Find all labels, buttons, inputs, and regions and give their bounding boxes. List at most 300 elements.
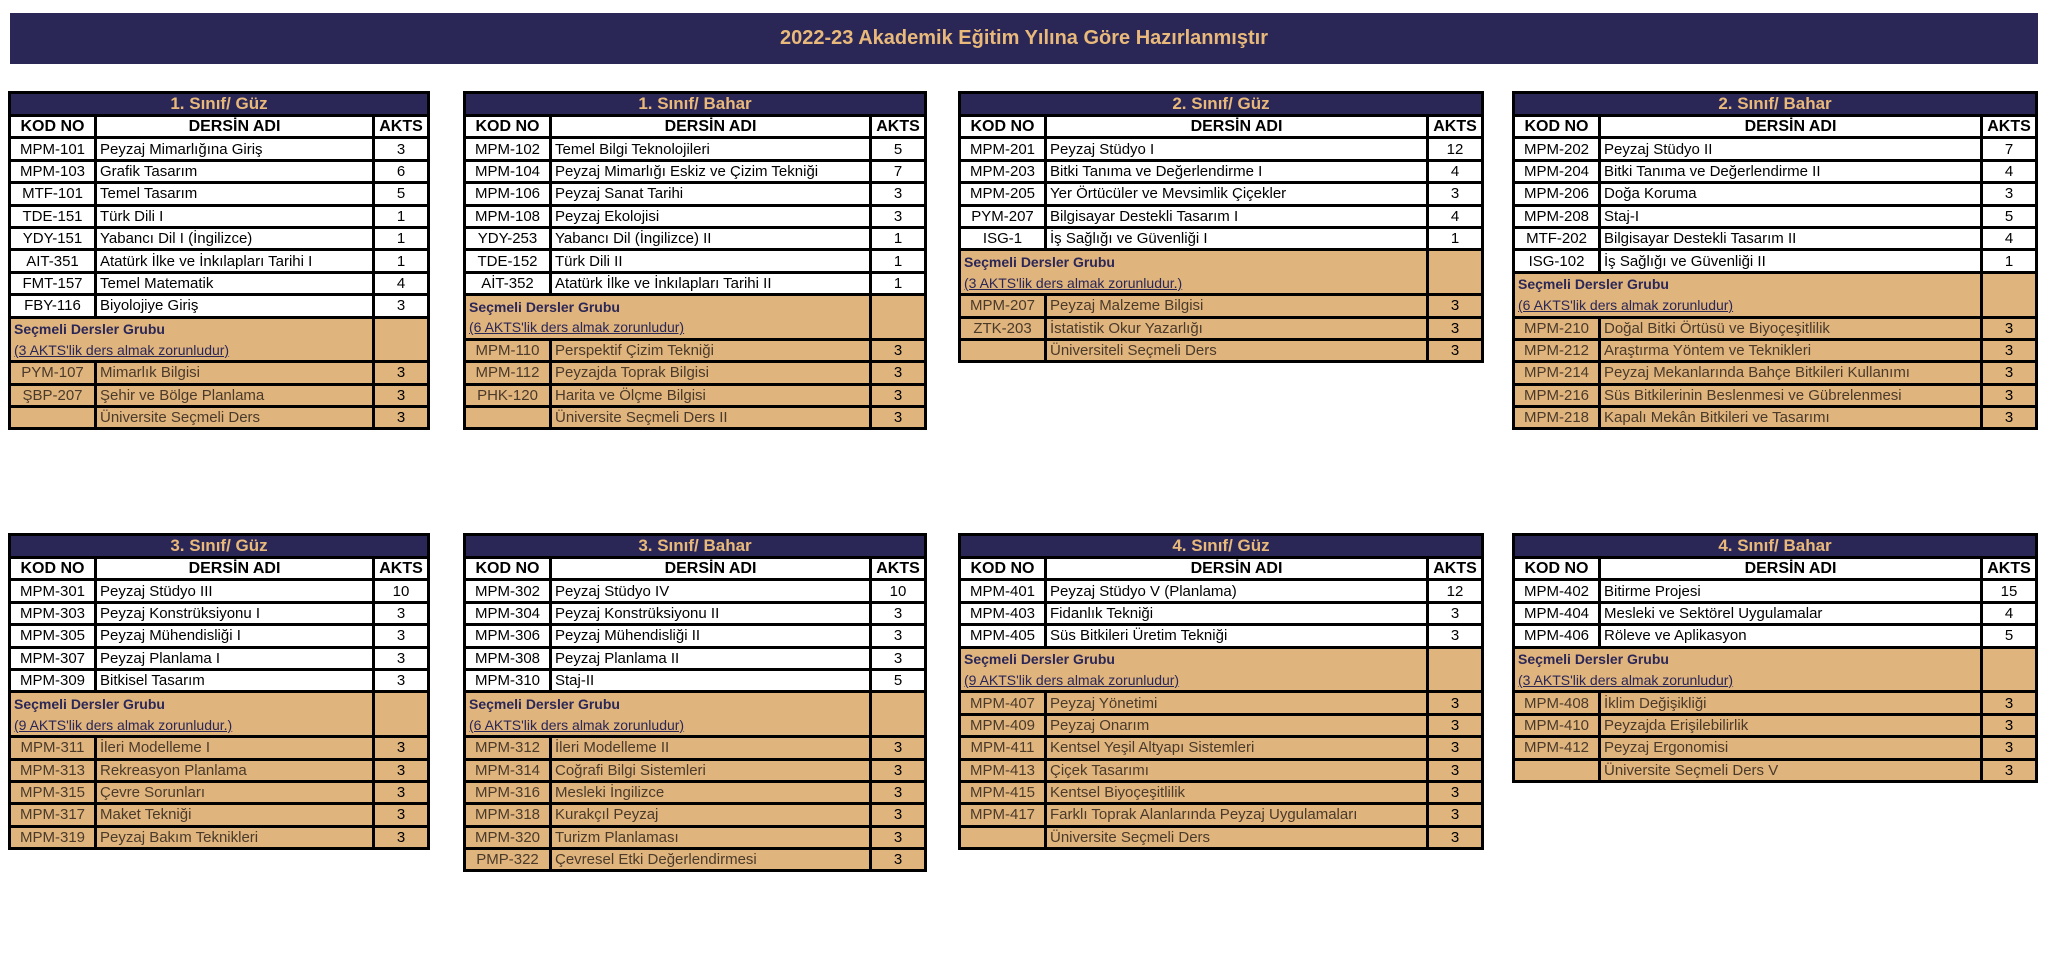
course-akts: 3 xyxy=(1982,183,2037,205)
course-code: MPM-108 xyxy=(465,205,551,227)
header-akts: AKTS xyxy=(374,116,429,138)
course-name: Doğal Bitki Örtüsü ve Biyoçeşitlilik xyxy=(1600,317,1982,339)
elective-note-row xyxy=(960,272,1483,294)
course-akts: 3 xyxy=(1428,692,1483,714)
course-name: Üniversite Seçmeli Ders xyxy=(96,407,374,429)
course-code: MPM-311 xyxy=(10,737,96,759)
course-name: Bitki Tanıma ve Değerlendirme I xyxy=(1046,160,1428,182)
header-code: KOD NO xyxy=(10,558,96,580)
course-code: MPM-411 xyxy=(960,737,1046,759)
course-code: MPM-407 xyxy=(960,692,1046,714)
course-code: PMP-322 xyxy=(465,849,551,871)
course-name: Temel Tasarım xyxy=(96,183,374,205)
course-code: MTF-101 xyxy=(10,183,96,205)
empty-cell xyxy=(374,714,429,736)
course-row xyxy=(10,295,429,317)
course-code xyxy=(1514,759,1600,781)
course-akts: 3 xyxy=(1982,339,2037,361)
elective-course-row xyxy=(465,849,926,871)
course-row xyxy=(960,138,1483,160)
header-akts: AKTS xyxy=(871,116,926,138)
course-row xyxy=(465,669,926,691)
course-row xyxy=(465,272,926,294)
semester-title: 4. Sınıf/ Bahar xyxy=(1514,535,2037,558)
course-name: Peyzaj Konstrüksiyonu II xyxy=(551,602,871,624)
course-akts: 1 xyxy=(374,205,429,227)
course-code: MPM-201 xyxy=(960,138,1046,160)
course-name: Peyzaj Mekanlarında Bahçe Bitkileri Kullanımı xyxy=(1600,362,1982,384)
course-code: MPM-106 xyxy=(465,183,551,205)
course-akts: 10 xyxy=(871,580,926,602)
course-code: MPM-316 xyxy=(465,781,551,803)
elective-requirement-note: (6 AKTS'lik ders almak zorunludur) xyxy=(1514,295,1982,317)
elective-course-row xyxy=(10,804,429,826)
course-code: MPM-218 xyxy=(1514,407,1600,429)
course-name: Peyzajda Erişilebilirlik xyxy=(1600,714,1982,736)
course-akts: 3 xyxy=(1428,295,1483,317)
course-code: ŞBP-207 xyxy=(10,384,96,406)
semester-table xyxy=(1512,533,2038,783)
course-akts: 4 xyxy=(374,272,429,294)
elective-course-row xyxy=(10,781,429,803)
course-akts: 4 xyxy=(1428,205,1483,227)
course-code: FBY-116 xyxy=(10,295,96,317)
course-name: Bilgisayar Destekli Tasarım I xyxy=(1046,205,1428,227)
elective-requirement-note: (3 AKTS'lik ders almak zorunludur.) xyxy=(960,272,1428,294)
elective-note-row xyxy=(465,317,926,339)
course-name: Yabancı Dil I (İngilizce) xyxy=(96,227,374,249)
course-akts: 12 xyxy=(1428,138,1483,160)
course-code xyxy=(960,826,1046,848)
course-akts: 3 xyxy=(374,804,429,826)
course-akts: 3 xyxy=(871,826,926,848)
header-code: KOD NO xyxy=(1514,558,1600,580)
course-code: MPM-104 xyxy=(465,160,551,182)
elective-course-row xyxy=(1514,384,2037,406)
empty-cell xyxy=(374,339,429,361)
elective-course-row xyxy=(10,759,429,781)
elective-course-row xyxy=(465,737,926,759)
course-code: AİT-352 xyxy=(465,272,551,294)
header-code: KOD NO xyxy=(960,558,1046,580)
course-name: Coğrafi Bilgi Sistemleri xyxy=(551,759,871,781)
elective-requirement-note: (6 AKTS'lik ders almak zorunludur) xyxy=(465,317,871,339)
semester-table xyxy=(8,91,430,430)
elective-note-row xyxy=(960,669,1483,691)
elective-course-row xyxy=(10,362,429,384)
course-akts: 5 xyxy=(871,669,926,691)
course-akts: 3 xyxy=(374,384,429,406)
course-akts: 1 xyxy=(871,227,926,249)
course-name: Peyzaj Planlama I xyxy=(96,647,374,669)
course-code: MPM-101 xyxy=(10,138,96,160)
elective-course-row xyxy=(465,804,926,826)
empty-cell xyxy=(1982,295,2037,317)
course-code: MPM-207 xyxy=(960,295,1046,317)
elective-course-row xyxy=(960,759,1483,781)
course-row xyxy=(960,183,1483,205)
course-name: Mesleki ve Sektörel Uygulamalar xyxy=(1600,602,1982,624)
elective-course-row xyxy=(960,826,1483,848)
course-code: MPM-318 xyxy=(465,804,551,826)
course-name: Çevre Sorunları xyxy=(96,781,374,803)
course-name: Bitirme Projesi xyxy=(1600,580,1982,602)
course-akts: 3 xyxy=(374,647,429,669)
course-akts: 3 xyxy=(1982,384,2037,406)
semester-title: 4. Sınıf/ Güz xyxy=(960,535,1483,558)
elective-course-row xyxy=(10,826,429,848)
course-code: MPM-402 xyxy=(1514,580,1600,602)
course-akts: 5 xyxy=(1982,205,2037,227)
course-akts: 1 xyxy=(374,250,429,272)
course-akts: 3 xyxy=(871,384,926,406)
header-akts: AKTS xyxy=(1428,558,1483,580)
course-code: MPM-303 xyxy=(10,602,96,624)
course-name: Atatürk İlke ve İnkılapları Tarihi I xyxy=(96,250,374,272)
elective-note-row xyxy=(1514,669,2037,691)
course-akts: 3 xyxy=(374,362,429,384)
course-akts: 3 xyxy=(374,625,429,647)
course-code: MPM-413 xyxy=(960,759,1046,781)
course-name: Peyzajda Toprak Bilgisi xyxy=(551,362,871,384)
course-akts: 4 xyxy=(1982,160,2037,182)
semester-title: 3. Sınıf/ Bahar xyxy=(465,535,926,558)
course-akts: 3 xyxy=(871,625,926,647)
course-code: MPM-313 xyxy=(10,759,96,781)
header-code: KOD NO xyxy=(10,116,96,138)
course-row xyxy=(465,160,926,182)
semester-title: 2. Sınıf/ Bahar xyxy=(1514,93,2037,116)
course-row xyxy=(1514,205,2037,227)
course-akts: 1 xyxy=(1982,250,2037,272)
course-row xyxy=(1514,227,2037,249)
course-name: Mimarlık Bilgisi xyxy=(96,362,374,384)
elective-course-row xyxy=(10,737,429,759)
elective-requirement-note: (3 AKTS'lik ders almak zorunludur) xyxy=(1514,669,1982,691)
empty-cell xyxy=(1982,272,2037,294)
empty-cell xyxy=(1428,272,1483,294)
empty-cell xyxy=(374,317,429,339)
empty-cell xyxy=(871,295,926,317)
course-code: ISG-1 xyxy=(960,227,1046,249)
course-code: MPM-415 xyxy=(960,781,1046,803)
course-code: MPM-406 xyxy=(1514,625,1600,647)
course-akts: 3 xyxy=(374,669,429,691)
course-akts: 3 xyxy=(374,602,429,624)
semester-title: 1. Sınıf/ Bahar xyxy=(465,93,926,116)
course-akts: 3 xyxy=(871,737,926,759)
course-row xyxy=(465,227,926,249)
course-akts: 3 xyxy=(374,737,429,759)
elective-course-row xyxy=(465,759,926,781)
course-row xyxy=(1514,625,2037,647)
empty-cell xyxy=(1428,250,1483,272)
course-akts: 6 xyxy=(374,160,429,182)
course-akts: 4 xyxy=(1982,227,2037,249)
course-akts: 15 xyxy=(1982,580,2037,602)
course-name: Peyzaj Onarım xyxy=(1046,714,1428,736)
course-name: Mesleki İngilizce xyxy=(551,781,871,803)
course-name: İklim Değişikliği xyxy=(1600,692,1982,714)
course-code: MPM-309 xyxy=(10,669,96,691)
course-akts: 1 xyxy=(1428,227,1483,249)
course-akts: 3 xyxy=(1428,759,1483,781)
empty-cell xyxy=(1428,647,1483,669)
course-name: Süs Bitkileri Üretim Tekniği xyxy=(1046,625,1428,647)
course-name: Peyzaj Malzeme Bilgisi xyxy=(1046,295,1428,317)
course-akts: 3 xyxy=(1428,183,1483,205)
course-code: MPM-302 xyxy=(465,580,551,602)
course-code: MPM-306 xyxy=(465,625,551,647)
header-akts: AKTS xyxy=(1982,558,2037,580)
course-code: MPM-208 xyxy=(1514,205,1600,227)
course-name: Üniversite Seçmeli Ders xyxy=(1046,826,1428,848)
semester-table xyxy=(1512,91,2038,430)
banner-title: 2022-23 Akademik Eğitim Yılına Göre Hazırlanmıştır xyxy=(780,27,1268,49)
course-name: Peyzaj Stüdyo II xyxy=(1600,138,1982,160)
course-row xyxy=(10,250,429,272)
course-code: PYM-207 xyxy=(960,205,1046,227)
course-code: MPM-308 xyxy=(465,647,551,669)
course-name: Üniversiteli Seçmeli Ders xyxy=(1046,339,1428,361)
course-akts: 10 xyxy=(374,580,429,602)
course-akts: 3 xyxy=(1428,714,1483,736)
header-name: DERSİN ADI xyxy=(1600,116,1982,138)
course-code: MPM-102 xyxy=(465,138,551,160)
course-code: MPM-204 xyxy=(1514,160,1600,182)
course-name: Peyzaj Ekolojisi xyxy=(551,205,871,227)
course-code: MPM-320 xyxy=(465,826,551,848)
elective-group-label: Seçmeli Dersler Grubu xyxy=(960,647,1428,669)
elective-group-row xyxy=(960,647,1483,669)
course-code: MPM-410 xyxy=(1514,714,1600,736)
elective-course-row xyxy=(960,317,1483,339)
course-name: Temel Matematik xyxy=(96,272,374,294)
course-name: Peyzaj Stüdyo IV xyxy=(551,580,871,602)
course-code: MPM-103 xyxy=(10,160,96,182)
course-name: Peyzaj Stüdyo I xyxy=(1046,138,1428,160)
course-akts: 3 xyxy=(1428,804,1483,826)
elective-course-row xyxy=(465,339,926,361)
elective-course-row xyxy=(10,407,429,429)
course-row xyxy=(960,160,1483,182)
course-row xyxy=(465,602,926,624)
course-akts: 3 xyxy=(871,759,926,781)
elective-course-row xyxy=(465,407,926,429)
course-name: Grafik Tasarım xyxy=(96,160,374,182)
semester-table xyxy=(463,91,927,430)
elective-requirement-note: (9 AKTS'lik ders almak zorunludur.) xyxy=(10,714,374,736)
course-code: MPM-403 xyxy=(960,602,1046,624)
course-name: Üniversite Seçmeli Ders II xyxy=(551,407,871,429)
course-akts: 5 xyxy=(871,138,926,160)
course-akts: 3 xyxy=(871,804,926,826)
header-name: DERSİN ADI xyxy=(551,558,871,580)
elective-group-row xyxy=(10,692,429,714)
elective-course-row xyxy=(1514,407,2037,429)
course-name: Şehir ve Bölge Planlama xyxy=(96,384,374,406)
elective-requirement-note: (3 AKTS'lik ders almak zorunludur) xyxy=(10,339,374,361)
course-code: MPM-304 xyxy=(465,602,551,624)
course-name: Peyzaj Mimarlığına Giriş xyxy=(96,138,374,160)
course-akts: 3 xyxy=(871,781,926,803)
header-code: KOD NO xyxy=(960,116,1046,138)
elective-course-row xyxy=(960,781,1483,803)
course-row xyxy=(465,205,926,227)
course-code: MTF-202 xyxy=(1514,227,1600,249)
course-akts: 3 xyxy=(1982,692,2037,714)
course-name: Peyzaj Bakım Teknikleri xyxy=(96,826,374,848)
elective-group-label: Seçmeli Dersler Grubu xyxy=(10,692,374,714)
course-code: TDE-151 xyxy=(10,205,96,227)
elective-note-row xyxy=(10,339,429,361)
course-akts: 3 xyxy=(871,339,926,361)
course-name: Kentsel Yeşil Altyapı Sistemleri xyxy=(1046,737,1428,759)
elective-course-row xyxy=(465,362,926,384)
course-code: AIT-351 xyxy=(10,250,96,272)
course-akts: 3 xyxy=(1982,317,2037,339)
course-akts: 7 xyxy=(1982,138,2037,160)
elective-course-row xyxy=(465,826,926,848)
course-name: Peyzaj Mühendisliği I xyxy=(96,625,374,647)
course-code: MPM-314 xyxy=(465,759,551,781)
course-row xyxy=(465,625,926,647)
elective-course-row xyxy=(1514,692,2037,714)
course-code: PHK-120 xyxy=(465,384,551,406)
elective-group-row xyxy=(1514,647,2037,669)
course-akts: 3 xyxy=(1982,407,2037,429)
elective-course-row xyxy=(1514,339,2037,361)
course-name: Bilgisayar Destekli Tasarım II xyxy=(1600,227,1982,249)
header-name: DERSİN ADI xyxy=(96,116,374,138)
elective-course-row xyxy=(1514,317,2037,339)
course-row xyxy=(10,205,429,227)
elective-requirement-note: (9 AKTS'lik ders almak zorunludur) xyxy=(960,669,1428,691)
course-akts: 3 xyxy=(1428,737,1483,759)
course-akts: 7 xyxy=(871,160,926,182)
course-name: Rekreasyon Planlama xyxy=(96,759,374,781)
course-code: MPM-205 xyxy=(960,183,1046,205)
course-code: MPM-210 xyxy=(1514,317,1600,339)
course-name: Peyzaj Konstrüksiyonu I xyxy=(96,602,374,624)
course-name: Harita ve Ölçme Bilgisi xyxy=(551,384,871,406)
elective-course-row xyxy=(1514,759,2037,781)
course-name: Peyzaj Ergonomisi xyxy=(1600,737,1982,759)
course-name: Staj-I xyxy=(1600,205,1982,227)
course-row xyxy=(10,647,429,669)
course-code xyxy=(960,339,1046,361)
elective-group-row xyxy=(1514,272,2037,294)
course-row xyxy=(10,160,429,182)
course-akts: 3 xyxy=(871,602,926,624)
course-code: YDY-151 xyxy=(10,227,96,249)
elective-note-row xyxy=(10,714,429,736)
course-akts: 3 xyxy=(374,826,429,848)
header-name: DERSİN ADI xyxy=(1600,558,1982,580)
elective-group-label: Seçmeli Dersler Grubu xyxy=(960,250,1428,272)
empty-cell xyxy=(871,714,926,736)
course-akts: 5 xyxy=(374,183,429,205)
course-row xyxy=(10,183,429,205)
course-name: Biyolojiye Giriş xyxy=(96,295,374,317)
header-name: DERSİN ADI xyxy=(1046,116,1428,138)
elective-course-row xyxy=(960,714,1483,736)
course-name: Araştırma Yöntem ve Teknikleri xyxy=(1600,339,1982,361)
header-code: KOD NO xyxy=(1514,116,1600,138)
course-code: MPM-110 xyxy=(465,339,551,361)
course-akts: 3 xyxy=(374,781,429,803)
elective-course-row xyxy=(960,295,1483,317)
header-akts: AKTS xyxy=(871,558,926,580)
course-row xyxy=(465,647,926,669)
elective-group-label: Seçmeli Dersler Grubu xyxy=(465,295,871,317)
empty-cell xyxy=(1982,669,2037,691)
course-code: MPM-408 xyxy=(1514,692,1600,714)
course-name: Peyzaj Planlama II xyxy=(551,647,871,669)
course-row xyxy=(10,625,429,647)
elective-course-row xyxy=(1514,737,2037,759)
course-name: Yabancı Dil (İngilizce) II xyxy=(551,227,871,249)
course-code: MPM-206 xyxy=(1514,183,1600,205)
header-akts: AKTS xyxy=(1428,116,1483,138)
course-row xyxy=(465,580,926,602)
course-name: Süs Bitkilerinin Beslenmesi ve Gübrelenmesi xyxy=(1600,384,1982,406)
elective-requirement-note: (6 AKTS'lik ders almak zorunludur) xyxy=(465,714,871,736)
course-name: Çiçek Tasarımı xyxy=(1046,759,1428,781)
course-akts: 3 xyxy=(374,407,429,429)
course-name: Bitkisel Tasarım xyxy=(96,669,374,691)
course-row xyxy=(10,580,429,602)
course-row xyxy=(10,669,429,691)
course-row xyxy=(1514,580,2037,602)
page-banner xyxy=(10,13,2038,64)
course-akts: 3 xyxy=(1428,317,1483,339)
semester-table xyxy=(463,533,927,872)
course-name: Peyzaj Mimarlığı Eskiz ve Çizim Tekniği xyxy=(551,160,871,182)
course-name: Türk Dili II xyxy=(551,250,871,272)
course-name: Peyzaj Stüdyo III xyxy=(96,580,374,602)
course-code: MPM-401 xyxy=(960,580,1046,602)
course-code xyxy=(10,407,96,429)
course-row xyxy=(10,602,429,624)
course-row xyxy=(1514,160,2037,182)
course-akts: 3 xyxy=(374,759,429,781)
elective-course-row xyxy=(960,339,1483,361)
course-name: Kentsel Biyoçeşitlilik xyxy=(1046,781,1428,803)
course-name: Üniversite Seçmeli Ders V xyxy=(1600,759,1982,781)
course-akts: 3 xyxy=(1428,339,1483,361)
course-akts: 3 xyxy=(871,407,926,429)
course-name: Staj-II xyxy=(551,669,871,691)
course-name: Yer Örtücüler ve Mevsimlik Çiçekler xyxy=(1046,183,1428,205)
course-akts: 3 xyxy=(1428,625,1483,647)
elective-note-row xyxy=(1514,295,2037,317)
elective-group-label: Seçmeli Dersler Grubu xyxy=(10,317,374,339)
elective-course-row xyxy=(1514,714,2037,736)
course-row xyxy=(960,602,1483,624)
course-name: İstatistik Okur Yazarlığı xyxy=(1046,317,1428,339)
course-name: İş Sağlığı ve Güvenliği II xyxy=(1600,250,1982,272)
elective-course-row xyxy=(1514,362,2037,384)
course-code: MPM-319 xyxy=(10,826,96,848)
elective-group-label: Seçmeli Dersler Grubu xyxy=(465,692,871,714)
course-code: ISG-102 xyxy=(1514,250,1600,272)
course-row xyxy=(10,272,429,294)
course-code: MPM-214 xyxy=(1514,362,1600,384)
elective-group-row xyxy=(960,250,1483,272)
course-code: MPM-212 xyxy=(1514,339,1600,361)
course-name: Fidanlık Tekniği xyxy=(1046,602,1428,624)
